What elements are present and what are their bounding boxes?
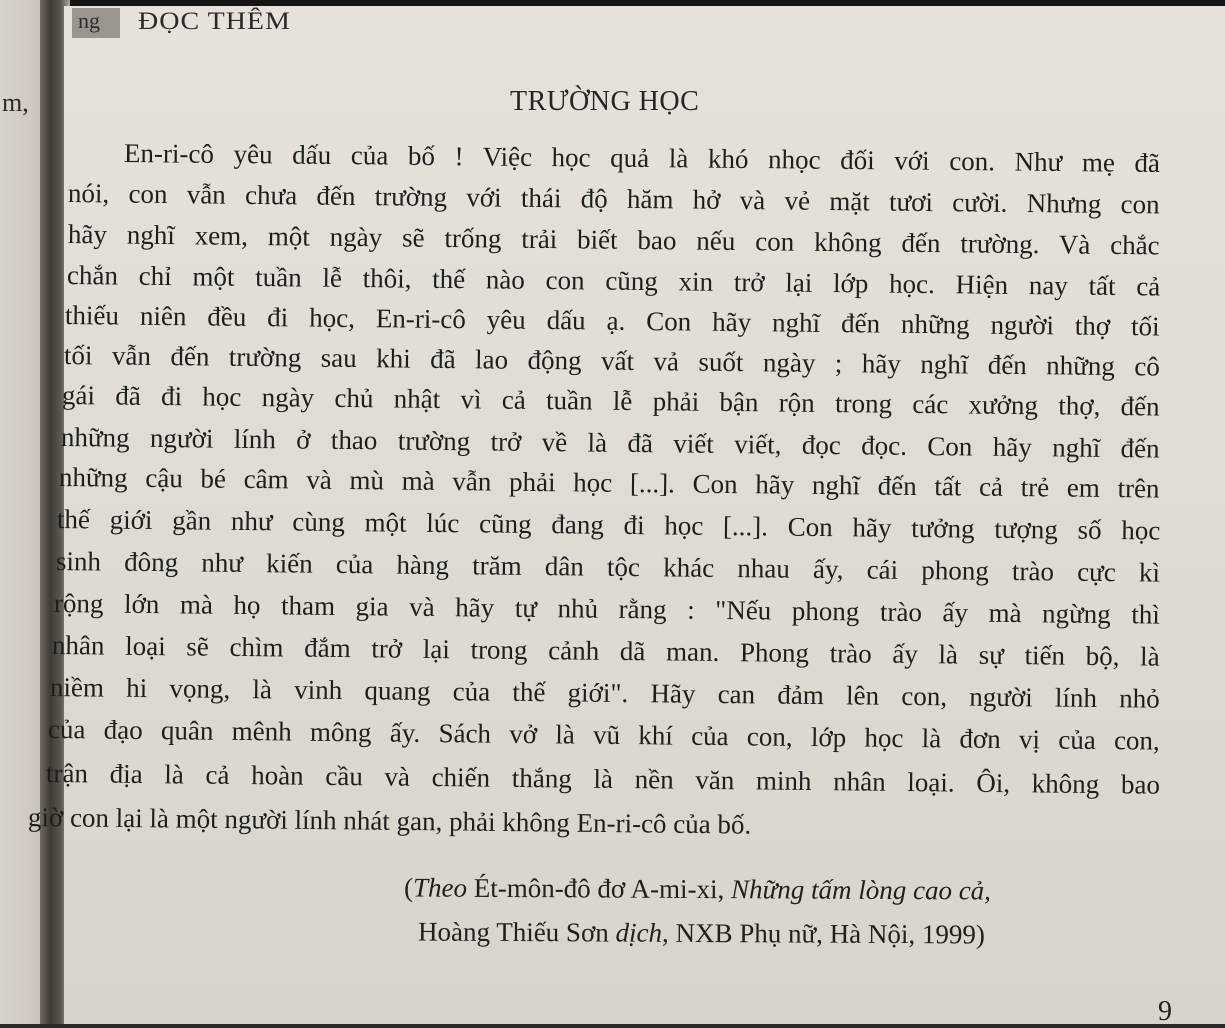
page-title: TRƯỜNG HỌC [510,86,700,117]
text-line: hãy nghĩ xem, một ngày sẽ trống trải biết bao nếu con không đến trường. Và chắc [67,219,1160,261]
text-line: của đạo quân mênh mông ấy. Sách vở là vũ khí của con, lớp học là đơn vị của con, [47,714,1160,756]
citation-author: Ét-môn-đô đơ A-mi-xi, [466,872,732,905]
text-line: nhân loại sẽ chìm đắm trở lại trong cảnh dã man. Phong trào ấy là sự tiến bộ, là [51,630,1160,672]
citation-theo: Theo [412,872,468,903]
citation-work: Những tấm lòng cao cả, [730,874,992,906]
text-line: những người lính ở thao trường trở về là đã viết viết, đọc đọc. Con hãy nghĩ đến [60,422,1160,464]
citation-publisher: , NXB Phụ nữ, Hà Nội, 1999) [661,917,985,950]
text-line: thế giới gần như cùng một lúc cũng đang đi học [...]. Con hãy tưởng tượng số học [56,504,1161,546]
book-page [27,6,1225,1027]
text-line: giờ con lại là một người lính nhát gan, phải không En-ri-cô của bố. [27,802,752,840]
text-line: thiếu niên đều đi học, En-ri-cô yêu dấu ạ. Con hãy nghĩ đến những người thợ tối [64,300,1160,342]
header-tab-text: ng [78,8,100,33]
citation-dich: dịch [615,917,663,948]
text-line: rộng lớn mà họ tham gia và hãy tự nhủ rằng : "Nếu phong trào ấy mà ngừng thì [53,588,1161,630]
text-line: trận địa là cả hoàn cầu và chiến thắng là nền văn minh nhân loại. Ôi, không bao [45,758,1161,800]
page-number: 9 [1158,996,1172,1027]
citation-translator: Hoàng Thiếu Sơn [417,916,616,948]
citation-line-1 [404,872,991,906]
text-line: chắn chỉ một tuần lễ thôi, thế nào con cũng xin trở lại lớp học. Hiện nay tất cả [66,260,1161,302]
citation-line-2 [418,917,985,951]
body-text [27,6,1225,1024]
section-header: ĐỌC THÊM [138,7,291,36]
text-line: nói, con vẫn chưa đến trường với thái độ hăm hở và vẻ mặt tươi cười. Nhưng con [67,178,1160,220]
text-line: En-ri-cô yêu dấu của bố ! Việc học quả là khó nhọc đối với con. Như mẹ đã [123,138,1161,178]
text-line: sinh đông như kiến của hàng trăm dân tộc khác nhau ấy, cái phong trào cực kì [55,546,1161,588]
text-line: niềm hi vọng, là vinh quang của thế giới". Hãy can đảm lên con, người lính nhỏ [49,672,1160,714]
text-line: tối vẫn đến trường sau khi đã lao động vất vả suốt ngày ; hãy nghĩ đến những cô [63,340,1160,382]
text-line: gái đã đi học ngày chủ nhật vì cả tuần lễ phải bận rộn trong các xưởng thợ, đến [61,380,1160,422]
text-line: những cậu bé câm và mù mà vẫn phải học [...]. Con hãy nghĩ đến tất cả trẻ em trên [58,462,1160,504]
adjacent-page-text-fragment: m, [2,88,29,117]
citation-open-paren: ( [403,872,414,903]
